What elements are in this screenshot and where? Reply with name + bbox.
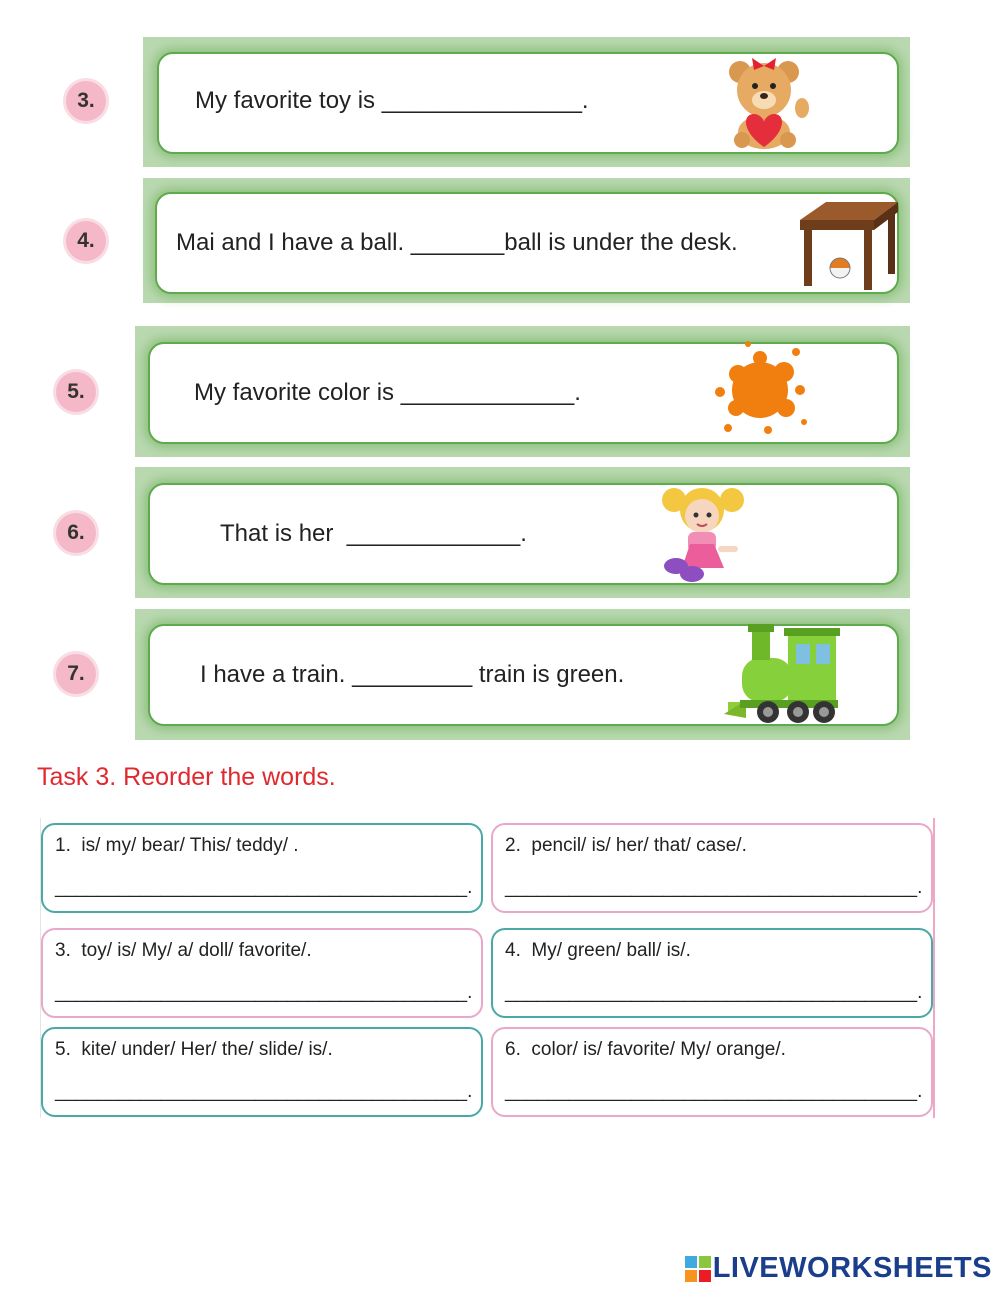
train-icon: [722, 622, 840, 726]
reorder-answer-line-4[interactable]: _______________________________________.: [505, 982, 923, 1003]
question-text-3: My favorite toy is _______________.: [195, 87, 589, 114]
question-number-6: 6.: [56, 513, 96, 553]
reorder-answer-line-3[interactable]: _______________________________________.: [55, 982, 473, 1003]
question-number-5: 5.: [56, 372, 96, 412]
liveworksheets-logo: [685, 1252, 992, 1285]
reorder-box-3: [41, 928, 483, 1018]
reorder-prompt-2: 2. pencil/ is/ her/ that/ case/.: [505, 835, 747, 856]
reorder-box-4: [491, 928, 933, 1018]
reorder-answer-line-6[interactable]: _______________________________________.: [505, 1081, 923, 1102]
question-text-7: I have a train. _________ train is green.: [200, 661, 625, 688]
reorder-box-6: [491, 1027, 933, 1117]
reorder-prompt-1: 1. is/ my/ bear/ This/ teddy/ .: [55, 835, 299, 856]
reorder-prompt-6: 6. color/ is/ favorite/ My/ orange/.: [505, 1039, 786, 1060]
reorder-box-5: [41, 1027, 483, 1117]
orange-splash-icon: [708, 336, 812, 440]
reorder-answer-line-1[interactable]: _______________________________________.: [55, 877, 473, 898]
desk-ball-icon: [796, 198, 900, 292]
reorder-answer-line-5[interactable]: _______________________________________.: [55, 1081, 473, 1102]
reorder-prompt-3: 3. toy/ is/ My/ a/ doll/ favorite/.: [55, 940, 312, 961]
question-number-3: 3.: [66, 81, 106, 121]
question-number-4: 4.: [66, 221, 106, 261]
question-text-6: That is her _____________.: [220, 520, 527, 547]
question-text-5: My favorite color is _____________.: [194, 379, 581, 406]
question-number-7: 7.: [56, 654, 96, 694]
logo-text: LIVEWORKSHEETS: [712, 1252, 992, 1284]
reorder-prompt-4: 4. My/ green/ ball/ is/.: [505, 940, 691, 961]
question-text-4: Mai and I have a ball. _______ball is under the desk.: [176, 229, 738, 256]
reorder-box-2: [491, 823, 933, 913]
task3-heading: Task 3. Reorder the words.: [37, 763, 336, 791]
doll-icon: [656, 482, 748, 584]
teddy-bear-icon: [722, 52, 814, 150]
logo-blocks-icon: [685, 1256, 711, 1282]
reorder-answer-line-2[interactable]: _______________________________________.: [505, 877, 923, 898]
reorder-divider: [933, 818, 935, 1118]
reorder-box-1: [41, 823, 483, 913]
reorder-prompt-5: 5. kite/ under/ Her/ the/ slide/ is/.: [55, 1039, 333, 1060]
